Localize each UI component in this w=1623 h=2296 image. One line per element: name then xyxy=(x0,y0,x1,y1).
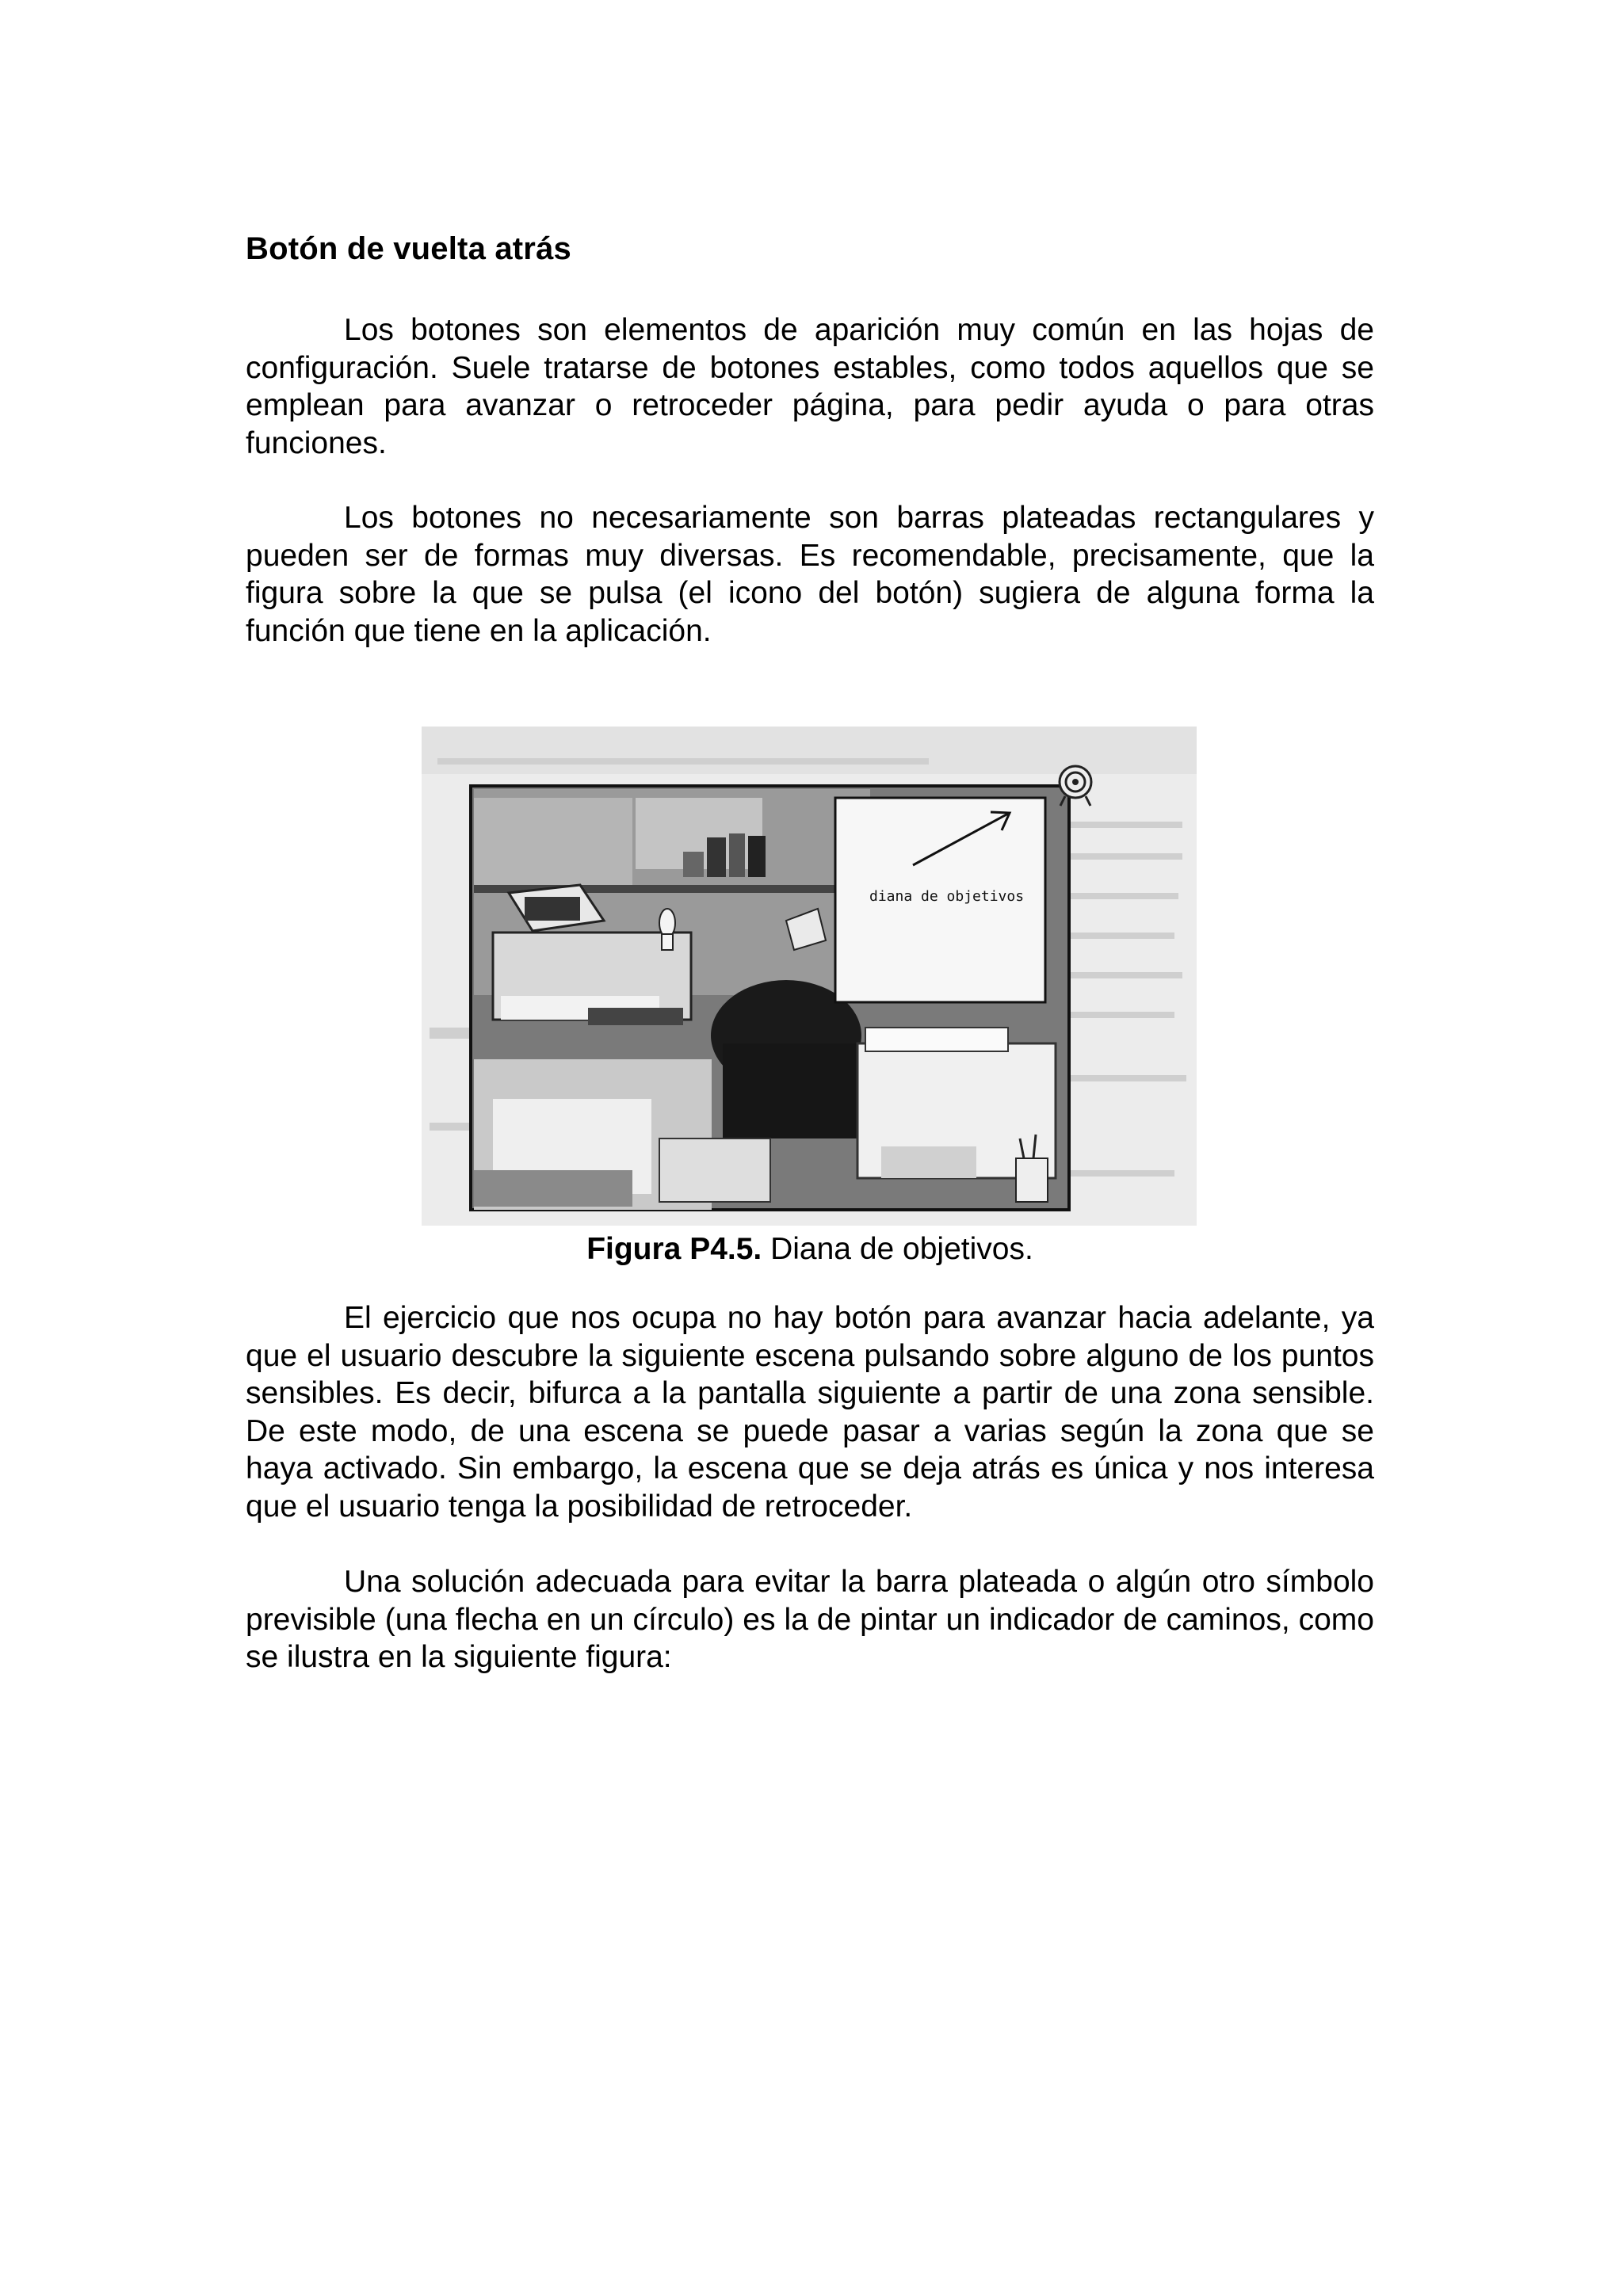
figure-office-scene xyxy=(422,727,1197,1226)
section-heading: Botón de vuelta atrás xyxy=(246,231,571,266)
figure-caption-label: Figura P4.5. xyxy=(586,1232,762,1266)
figure-caption-text: Diana de objetivos. xyxy=(762,1232,1033,1266)
paragraph-4: Una solución adecuada para evitar la barra plateada o algún otro símbolo previsible (una flecha en un círculo) es la de pintar un indicador de caminos, como se ilustra en la siguiente figura: xyxy=(246,1565,1374,1675)
target-label-box xyxy=(835,798,1045,1002)
paragraph-2: Los botones no necesariamente son barras plateadas rectangulares y pueden ser de formas muy diversas. Es recomendable, precisamente, que la figura sobre la que se pulsa (el icono del botón) sugiera de alguna forma la función que tiene en la aplicación. xyxy=(246,501,1374,648)
target-label-text: diana de objetivos xyxy=(869,888,1025,905)
paragraph-3: El ejercicio que nos ocupa no hay botón para avanzar hacia adelante, ya que el usuario descubre la siguiente escena pulsando sobre alguno de los puntos sensibles. Es decir, bifurca a la pantalla siguiente a partir de una zona sensible. De este modo, de una escena se puede pasar a varias según la zona que se haya activado. Sin embargo, la escena que se deja atrás es única y nos interesa que el usuario tenga la posibilidad de retroceder. xyxy=(246,1301,1374,1524)
figure-caption xyxy=(246,1230,1374,1268)
paragraph-1: Los botones son elementos de aparición muy común en las hojas de configuración. Suele tratarse de botones estables, como todos aquellos que se emplean para avanzar o retroceder página, para pedir ayuda o para otras funciones. xyxy=(246,313,1374,460)
office-scene-image xyxy=(422,727,1197,1226)
